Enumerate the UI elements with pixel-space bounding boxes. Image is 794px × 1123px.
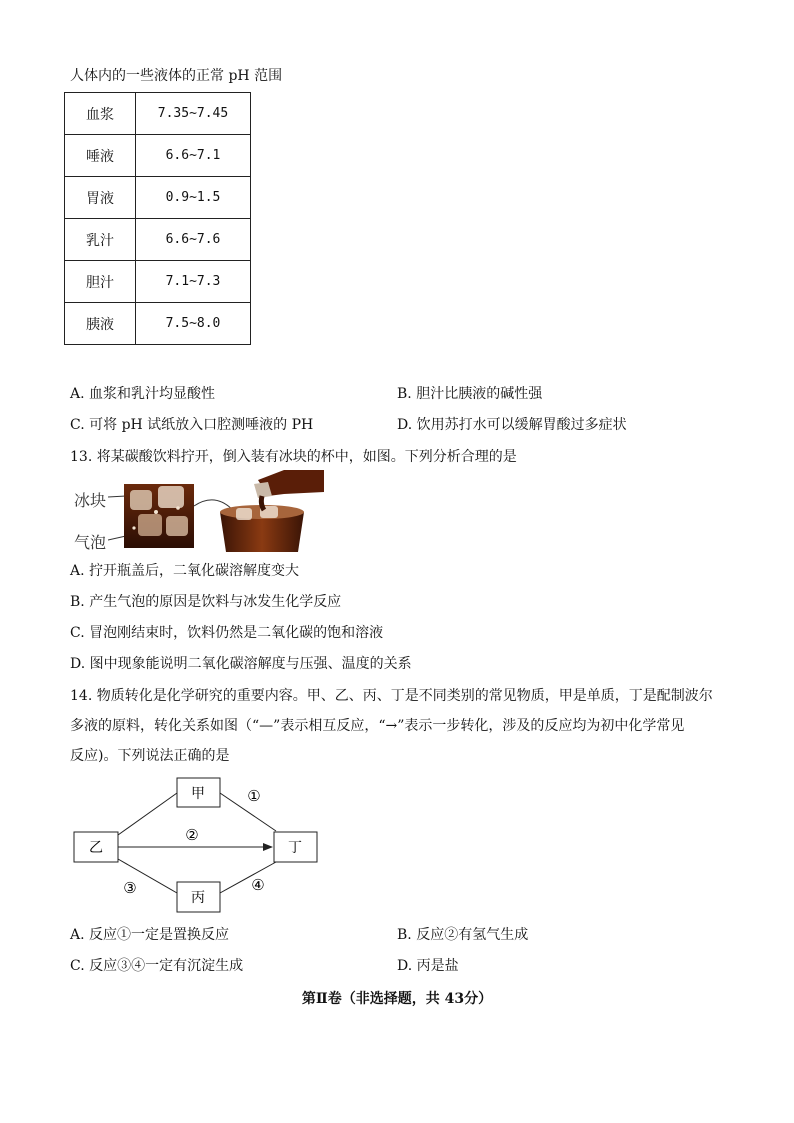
table-row xyxy=(65,93,251,135)
ph-range: 6.6~7.1 xyxy=(136,135,251,177)
table-row xyxy=(65,303,251,345)
reaction-label-4: ④ xyxy=(251,876,265,894)
table-caption: 人体内的一些液体的正常 pH 范围 xyxy=(70,68,283,84)
node-yi-label: 乙 xyxy=(89,840,103,856)
q12-option-d: D. 饮用苏打水可以缓解胃酸过多症状 xyxy=(397,417,627,433)
q13-option-a: A. 拧开瓶盖后，二氧化碳溶解度变大 xyxy=(70,563,300,579)
table-row xyxy=(65,177,251,219)
table-row xyxy=(65,135,251,177)
section-title: 第Ⅱ卷（非选择题，共 43分） xyxy=(301,991,493,1007)
q14-option-b: B. 反应②有氢气生成 xyxy=(397,927,529,943)
q13-stem: 13. 将某碳酸饮料拧开，倒入装有冰块的杯中，如图。下列分析合理的是 xyxy=(70,449,517,465)
ph-range: 7.5~8.0 xyxy=(136,303,251,345)
ph-range: 6.6~7.6 xyxy=(136,219,251,261)
fluid-name: 乳汁 xyxy=(65,219,136,261)
table-row xyxy=(65,219,251,261)
q13-option-c: C. 冒泡刚结束时，饮料仍然是二氧化碳的饱和溶液 xyxy=(70,625,384,641)
label-ice: 冰块 xyxy=(74,491,107,510)
q13-option-b: B. 产生气泡的原因是饮料与冰发生化学反应 xyxy=(70,594,342,610)
fluid-name: 血浆 xyxy=(65,93,136,135)
ph-table xyxy=(64,92,251,345)
reaction-label-2: ② xyxy=(185,826,199,844)
fluid-name: 唾液 xyxy=(65,135,136,177)
q14-option-a: A. 反应①一定是置换反应 xyxy=(70,927,230,943)
q14-stem-line3: 反应)。下列说法正确的是 xyxy=(70,748,230,764)
fluid-name: 胃液 xyxy=(65,177,136,219)
q14-option-c: C. 反应③④一定有沉淀生成 xyxy=(70,958,244,974)
fluid-name: 胰液 xyxy=(65,303,136,345)
node-ding-label: 丁 xyxy=(288,840,302,856)
soda-photo xyxy=(108,470,328,552)
table-row xyxy=(65,261,251,303)
q14-option-d: D. 丙是盐 xyxy=(397,958,459,974)
q13-option-d: D. 图中现象能说明二氧化碳溶解度与压强、温度的关系 xyxy=(70,656,412,672)
q12-option-b: B. 胆汁比胰液的碱性强 xyxy=(397,386,543,402)
q14-stem-line2: 多液的原料，转化关系如图（“—”表示相互反应，“→”表示一步转化，涉及的反应均为初中化学常见 xyxy=(70,718,685,734)
node-bing-label: 丙 xyxy=(191,890,205,906)
label-bubble: 气泡 xyxy=(74,533,107,552)
fluid-name: 胆汁 xyxy=(65,261,136,303)
ph-range: 7.1~7.3 xyxy=(136,261,251,303)
q12-option-c: C. 可将 pH 试纸放入口腔测唾液的 PH xyxy=(70,417,314,433)
q14-stem-line1: 14. 物质转化是化学研究的重要内容。甲、乙、丙、丁是不同类别的常见物质，甲是单质，丁是配制波尔 xyxy=(70,688,713,704)
node-jia-label: 甲 xyxy=(191,786,205,802)
ph-range: 7.35~7.45 xyxy=(136,93,251,135)
transformation-diagram xyxy=(64,770,334,920)
reaction-label-1: ① xyxy=(247,787,261,805)
q12-option-a: A. 血浆和乳汁均显酸性 xyxy=(70,386,216,402)
reaction-label-3: ③ xyxy=(123,879,137,897)
ph-range: 0.9~1.5 xyxy=(136,177,251,219)
